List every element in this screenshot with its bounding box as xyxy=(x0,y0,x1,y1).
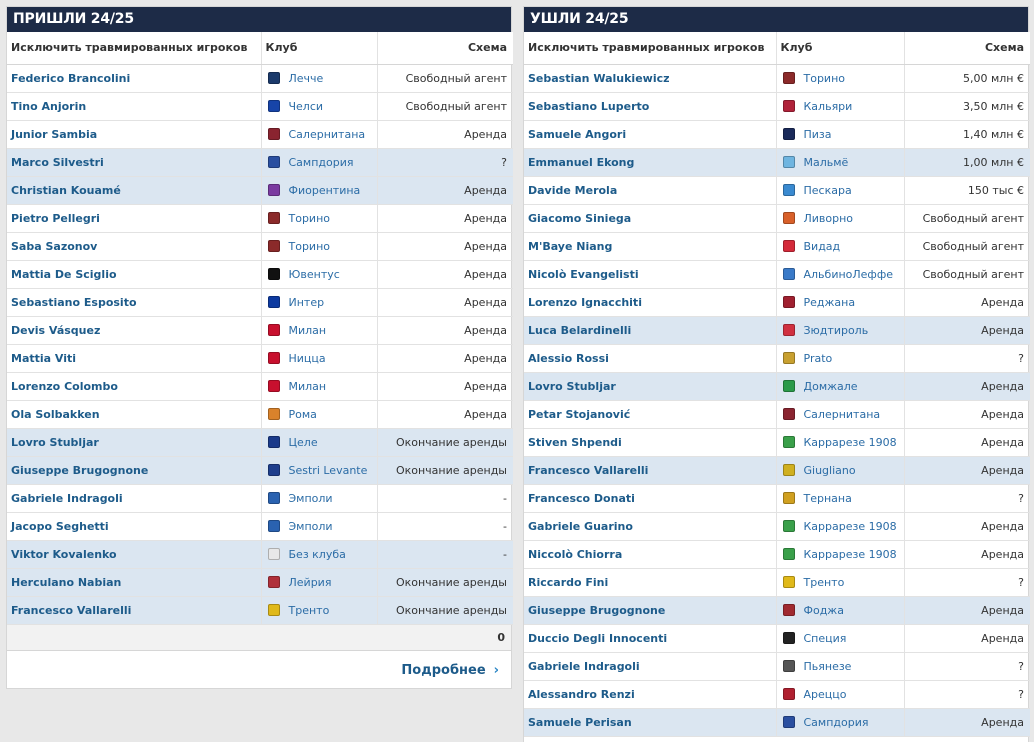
table-row xyxy=(524,512,1030,540)
scheme-cell: Аренда xyxy=(904,288,1030,316)
player-link[interactable]: Viktor Kovalenko xyxy=(7,540,261,568)
table-row xyxy=(7,148,513,176)
table-row xyxy=(7,316,513,344)
club-crest-icon xyxy=(783,520,795,532)
player-link[interactable]: Emmanuel Ekong xyxy=(524,148,776,176)
club-crest-icon xyxy=(268,184,280,196)
club-link[interactable]: АльбиноЛеффе xyxy=(803,267,894,281)
chevron-right-icon: › xyxy=(493,663,499,678)
club-link[interactable]: Сампдория xyxy=(803,715,869,729)
club-crest-icon xyxy=(783,660,795,672)
club-link[interactable]: Каррарезе 1908 xyxy=(803,519,897,533)
departures-panel xyxy=(523,6,1029,742)
club-link[interactable]: Sestri Levante xyxy=(288,463,368,477)
scheme-cell: Аренда xyxy=(377,204,513,232)
player-link[interactable]: Herculano Nabian xyxy=(7,568,261,596)
scheme-cell: Аренда xyxy=(904,428,1030,456)
club-cell[interactable] xyxy=(261,568,377,596)
table-row xyxy=(524,120,1030,148)
table-row xyxy=(7,176,513,204)
club-link[interactable]: Кальяри xyxy=(803,99,853,113)
club-cell[interactable] xyxy=(776,204,904,232)
club-crest-icon xyxy=(268,520,280,532)
club-crest-icon xyxy=(268,240,280,252)
more-link[interactable] xyxy=(401,663,499,678)
scheme-cell: Аренда xyxy=(904,372,1030,400)
club-crest-icon xyxy=(268,296,280,308)
club-cell[interactable] xyxy=(776,344,904,372)
club-crest-icon xyxy=(268,100,280,112)
club-link[interactable]: Prato xyxy=(803,351,833,365)
scheme-cell: - xyxy=(377,540,513,568)
club-cell[interactable] xyxy=(261,456,377,484)
scheme-cell: Аренда xyxy=(904,512,1030,540)
player-link[interactable]: Christian Kouamé xyxy=(7,176,261,204)
club-crest-icon xyxy=(783,100,795,112)
scheme-cell: Свободный агент xyxy=(377,64,513,92)
club-link[interactable]: Милан xyxy=(288,379,327,393)
club-crest-icon xyxy=(268,128,280,140)
club-cell[interactable] xyxy=(261,484,377,512)
player-link[interactable]: Sebastian Walukiewicz xyxy=(524,64,776,92)
scheme-cell: ? xyxy=(904,344,1030,372)
table-row xyxy=(7,92,513,120)
table-row xyxy=(524,568,1030,596)
scheme-cell: 5,00 млн € xyxy=(904,64,1030,92)
player-link[interactable]: Giuseppe Brugognone xyxy=(524,596,776,624)
club-cell[interactable] xyxy=(261,512,377,540)
club-crest-icon xyxy=(268,352,280,364)
club-cell[interactable] xyxy=(261,64,377,92)
scheme-cell: Аренда xyxy=(377,372,513,400)
club-cell[interactable] xyxy=(261,260,377,288)
club-link[interactable]: Салернитана xyxy=(288,127,366,141)
scheme-cell: Аренда xyxy=(904,708,1030,736)
table-row xyxy=(524,64,1030,92)
club-column-header[interactable]: Клуб xyxy=(261,32,377,64)
club-cell[interactable] xyxy=(261,232,377,260)
table-row xyxy=(524,232,1030,260)
club-link[interactable]: Торино xyxy=(288,239,331,253)
player-link[interactable]: Gabriele Indragoli xyxy=(7,484,261,512)
club-cell[interactable] xyxy=(776,64,904,92)
table-row xyxy=(7,456,513,484)
player-link[interactable]: Lovro Stubljar xyxy=(7,428,261,456)
club-crest-icon xyxy=(268,604,280,616)
scheme-cell: Аренда xyxy=(904,316,1030,344)
player-link[interactable]: Marco Silvestri xyxy=(7,148,261,176)
table-row xyxy=(524,456,1030,484)
scheme-cell: Аренда xyxy=(377,288,513,316)
scheme-cell: ? xyxy=(904,680,1030,708)
player-link[interactable]: Luca Belardinelli xyxy=(524,316,776,344)
club-link[interactable]: Тернана xyxy=(803,491,852,505)
table-row xyxy=(7,428,513,456)
club-cell[interactable] xyxy=(261,204,377,232)
club-cell[interactable] xyxy=(776,568,904,596)
club-cell[interactable] xyxy=(261,372,377,400)
table-row xyxy=(524,680,1030,708)
club-crest-icon xyxy=(783,604,795,616)
club-crest-icon xyxy=(268,380,280,392)
player-link[interactable]: Giacomo Siniega xyxy=(524,204,776,232)
player-link[interactable]: Giuseppe Brugognone xyxy=(7,456,261,484)
scheme-cell: Свободный агент xyxy=(904,204,1030,232)
club-crest-icon xyxy=(783,436,795,448)
table-row xyxy=(7,568,513,596)
club-crest-icon xyxy=(268,72,280,84)
club-column-header[interactable]: Клуб xyxy=(776,32,904,64)
club-cell[interactable] xyxy=(776,708,904,736)
club-link[interactable]: Каррарезе 1908 xyxy=(803,547,897,561)
club-crest-icon xyxy=(268,408,280,420)
table-row xyxy=(524,372,1030,400)
club-crest-icon xyxy=(783,688,795,700)
player-link[interactable]: Federico Brancolini xyxy=(7,64,261,92)
scheme-cell: Аренда xyxy=(377,176,513,204)
club-cell[interactable] xyxy=(261,596,377,624)
scheme-cell: Свободный агент xyxy=(377,92,513,120)
scheme-cell: Аренда xyxy=(377,120,513,148)
player-link[interactable]: Mattia Viti xyxy=(7,344,261,372)
table-row xyxy=(524,624,1030,652)
table-row xyxy=(524,652,1030,680)
club-cell[interactable] xyxy=(776,596,904,624)
club-link[interactable]: Фиорентина xyxy=(288,183,361,197)
club-cell[interactable] xyxy=(261,176,377,204)
club-link[interactable]: Фоджа xyxy=(803,603,844,617)
club-crest-icon xyxy=(268,548,280,560)
scheme-cell: Окончание аренды xyxy=(377,428,513,456)
scheme-cell: Окончание аренды xyxy=(377,456,513,484)
player-link[interactable]: Sebastiano Esposito xyxy=(7,288,261,316)
table-row xyxy=(524,260,1030,288)
player-link[interactable]: Petar Stojanović xyxy=(524,400,776,428)
club-link[interactable]: Ницца xyxy=(288,351,326,365)
table-row xyxy=(7,372,513,400)
exclude-injured-toggle[interactable]: Исключить травмированных игроков xyxy=(524,32,776,64)
table-row xyxy=(524,484,1030,512)
departures-title: УШЛИ 24/25 xyxy=(524,7,1028,32)
club-link[interactable]: Рома xyxy=(288,407,317,421)
club-cell[interactable] xyxy=(776,92,904,120)
scheme-cell: ? xyxy=(904,568,1030,596)
club-cell[interactable] xyxy=(776,120,904,148)
club-crest-icon xyxy=(783,268,795,280)
table-row xyxy=(7,204,513,232)
scheme-cell: 1,00 млн € xyxy=(904,148,1030,176)
club-link[interactable]: Пиза xyxy=(803,127,832,141)
scheme-cell: Аренда xyxy=(377,232,513,260)
more-link-label: Подробнее xyxy=(401,663,486,678)
club-cell[interactable] xyxy=(261,288,377,316)
club-link[interactable]: Специя xyxy=(803,631,847,645)
table-row xyxy=(524,92,1030,120)
table-row xyxy=(524,176,1030,204)
player-link[interactable]: Mattia De Sciglio xyxy=(7,260,261,288)
scheme-cell: Аренда xyxy=(377,260,513,288)
scheme-cell: - xyxy=(377,512,513,540)
scheme-cell: Аренда xyxy=(377,400,513,428)
scheme-cell: Аренда xyxy=(904,456,1030,484)
club-link[interactable]: Эмполи xyxy=(288,491,333,505)
club-link[interactable]: Зюдтироль xyxy=(803,323,869,337)
club-link[interactable]: Салернитана xyxy=(803,407,881,421)
scheme-cell: ? xyxy=(377,148,513,176)
club-link[interactable]: Реджана xyxy=(803,295,856,309)
club-crest-icon xyxy=(783,380,795,392)
club-link[interactable]: Каррарезе 1908 xyxy=(803,435,897,449)
club-crest-icon xyxy=(783,324,795,336)
scheme-cell: Свободный агент xyxy=(904,260,1030,288)
club-link[interactable]: Пескара xyxy=(803,183,852,197)
table-row xyxy=(524,344,1030,372)
club-crest-icon xyxy=(783,184,795,196)
table-row xyxy=(7,512,513,540)
table-row xyxy=(7,400,513,428)
table-row xyxy=(524,204,1030,232)
player-link[interactable]: Francesco Donati xyxy=(524,484,776,512)
player-link[interactable]: Sebastiano Luperto xyxy=(524,92,776,120)
player-link[interactable]: Lovro Stubljar xyxy=(524,372,776,400)
club-cell[interactable] xyxy=(776,540,904,568)
club-link[interactable]: Ареццо xyxy=(803,687,847,701)
club-link[interactable]: Ювентус xyxy=(288,267,340,281)
club-crest-icon xyxy=(783,716,795,728)
table-row xyxy=(7,64,513,92)
player-link[interactable]: Duccio Degli Innocenti xyxy=(524,624,776,652)
player-link[interactable]: Samuele Perisan xyxy=(524,708,776,736)
scheme-cell: Аренда xyxy=(377,316,513,344)
club-crest-icon xyxy=(783,576,795,588)
club-link[interactable]: Лейрия xyxy=(288,575,332,589)
player-link[interactable]: Francesco Vallarelli xyxy=(7,596,261,624)
table-row xyxy=(524,148,1030,176)
club-cell[interactable] xyxy=(261,400,377,428)
club-cell[interactable] xyxy=(776,652,904,680)
club-link[interactable]: Эмполи xyxy=(288,519,333,533)
player-link[interactable]: Niccolò Chiorra xyxy=(524,540,776,568)
club-crest-icon xyxy=(783,352,795,364)
club-cell[interactable] xyxy=(261,540,377,568)
player-link[interactable]: Davide Merola xyxy=(524,176,776,204)
arrivals-table xyxy=(7,32,513,625)
club-crest-icon xyxy=(268,268,280,280)
player-link[interactable]: Samuele Angori xyxy=(524,120,776,148)
club-crest-icon xyxy=(783,548,795,560)
table-row xyxy=(524,596,1030,624)
player-link[interactable]: Jacopo Seghetti xyxy=(7,512,261,540)
club-crest-icon xyxy=(783,128,795,140)
table-row xyxy=(7,288,513,316)
player-link[interactable]: Nicolò Evangelisti xyxy=(524,260,776,288)
club-link[interactable]: Милан xyxy=(288,323,327,337)
club-cell[interactable] xyxy=(776,624,904,652)
scheme-column-header[interactable]: Схема xyxy=(377,32,513,64)
club-crest-icon xyxy=(783,408,795,420)
table-row xyxy=(7,344,513,372)
club-cell[interactable] xyxy=(261,344,377,372)
club-cell[interactable] xyxy=(261,120,377,148)
departures-header-row xyxy=(524,32,1030,64)
club-link[interactable]: Торино xyxy=(803,71,846,85)
player-link[interactable]: Lorenzo Ignacchiti xyxy=(524,288,776,316)
club-link[interactable]: Без клуба xyxy=(288,547,346,561)
scheme-cell: Аренда xyxy=(904,540,1030,568)
club-crest-icon xyxy=(268,576,280,588)
arrivals-title: ПРИШЛИ 24/25 xyxy=(7,7,511,32)
club-cell[interactable] xyxy=(776,512,904,540)
club-cell[interactable] xyxy=(776,680,904,708)
club-crest-icon xyxy=(783,240,795,252)
player-link[interactable]: Junior Sambia xyxy=(7,120,261,148)
arrivals-header-row xyxy=(7,32,513,64)
scheme-cell: Аренда xyxy=(904,624,1030,652)
club-crest-icon xyxy=(783,632,795,644)
club-link[interactable]: Лечче xyxy=(288,71,324,85)
club-link[interactable]: Видад xyxy=(803,239,841,253)
club-cell[interactable] xyxy=(776,260,904,288)
club-cell[interactable] xyxy=(261,316,377,344)
club-crest-icon xyxy=(268,464,280,476)
club-link[interactable]: Интер xyxy=(288,295,325,309)
player-link[interactable]: Riccardo Fini xyxy=(524,568,776,596)
club-crest-icon xyxy=(783,156,795,168)
scheme-cell: ? xyxy=(904,652,1030,680)
exclude-injured-toggle[interactable]: Исключить травмированных игроков xyxy=(7,32,261,64)
player-link[interactable]: Gabriele Indragoli xyxy=(524,652,776,680)
table-row xyxy=(7,540,513,568)
player-link[interactable]: Saba Sazonov xyxy=(7,232,261,260)
club-link[interactable]: Giugliano xyxy=(803,463,856,477)
table-row xyxy=(524,288,1030,316)
club-crest-icon xyxy=(268,436,280,448)
scheme-cell: 1,40 млн € xyxy=(904,120,1030,148)
table-row xyxy=(524,540,1030,568)
club-cell[interactable] xyxy=(776,148,904,176)
club-cell[interactable] xyxy=(776,316,904,344)
player-link[interactable]: Alessandro Renzi xyxy=(524,680,776,708)
club-link[interactable]: Тренто xyxy=(288,603,330,617)
table-row xyxy=(524,316,1030,344)
club-link[interactable]: Торино xyxy=(288,211,331,225)
player-link[interactable]: Francesco Vallarelli xyxy=(524,456,776,484)
scheme-cell: Аренда xyxy=(904,596,1030,624)
club-link[interactable]: Тренто xyxy=(803,575,845,589)
scheme-cell: Аренда xyxy=(377,344,513,372)
scheme-cell: Аренда xyxy=(904,400,1030,428)
club-cell[interactable] xyxy=(776,288,904,316)
club-link[interactable]: Пьянезе xyxy=(803,659,852,673)
player-link[interactable]: M'Baye Niang xyxy=(524,232,776,260)
club-cell[interactable] xyxy=(776,400,904,428)
player-link[interactable]: Devis Vásquez xyxy=(7,316,261,344)
club-cell[interactable] xyxy=(776,372,904,400)
scheme-cell: Свободный агент xyxy=(904,232,1030,260)
scheme-cell: 3,50 млн € xyxy=(904,92,1030,120)
club-crest-icon xyxy=(268,492,280,504)
club-crest-icon xyxy=(783,492,795,504)
club-crest-icon xyxy=(783,72,795,84)
club-crest-icon xyxy=(268,212,280,224)
club-crest-icon xyxy=(783,212,795,224)
scheme-cell: - xyxy=(377,484,513,512)
club-cell[interactable] xyxy=(776,176,904,204)
club-cell[interactable] xyxy=(776,232,904,260)
club-crest-icon xyxy=(783,296,795,308)
club-cell[interactable] xyxy=(776,456,904,484)
club-cell[interactable] xyxy=(776,484,904,512)
arrivals-total: 0 xyxy=(7,625,511,651)
table-row xyxy=(7,120,513,148)
player-link[interactable]: Pietro Pellegri xyxy=(7,204,261,232)
arrivals-panel xyxy=(6,6,512,689)
table-row xyxy=(524,400,1030,428)
club-link[interactable]: Целе xyxy=(288,435,318,449)
club-cell[interactable] xyxy=(776,428,904,456)
scheme-cell: Окончание аренды xyxy=(377,568,513,596)
player-link[interactable]: Stiven Shpendi xyxy=(524,428,776,456)
table-row xyxy=(7,232,513,260)
player-link[interactable]: Alessio Rossi xyxy=(524,344,776,372)
scheme-cell: ? xyxy=(904,484,1030,512)
table-row xyxy=(7,260,513,288)
club-crest-icon xyxy=(783,464,795,476)
club-cell[interactable] xyxy=(261,92,377,120)
departures-table xyxy=(524,32,1030,737)
table-row xyxy=(7,596,513,624)
club-link[interactable]: Челси xyxy=(288,99,324,113)
player-link[interactable]: Ola Solbakken xyxy=(7,400,261,428)
player-link[interactable]: Tino Anjorin xyxy=(7,92,261,120)
club-link[interactable]: Домжале xyxy=(803,379,858,393)
club-crest-icon xyxy=(268,156,280,168)
table-row xyxy=(7,484,513,512)
scheme-column-header[interactable]: Схема xyxy=(904,32,1030,64)
club-cell[interactable] xyxy=(261,148,377,176)
table-row xyxy=(524,708,1030,736)
club-link[interactable]: Сампдория xyxy=(288,155,354,169)
club-link[interactable]: Мальмё xyxy=(803,155,849,169)
scheme-cell: 150 тыс € xyxy=(904,176,1030,204)
club-cell[interactable] xyxy=(261,428,377,456)
table-row xyxy=(524,428,1030,456)
club-link[interactable]: Ливорно xyxy=(803,211,854,225)
player-link[interactable]: Lorenzo Colombo xyxy=(7,372,261,400)
club-crest-icon xyxy=(268,324,280,336)
scheme-cell: Окончание аренды xyxy=(377,596,513,624)
player-link[interactable]: Gabriele Guarino xyxy=(524,512,776,540)
